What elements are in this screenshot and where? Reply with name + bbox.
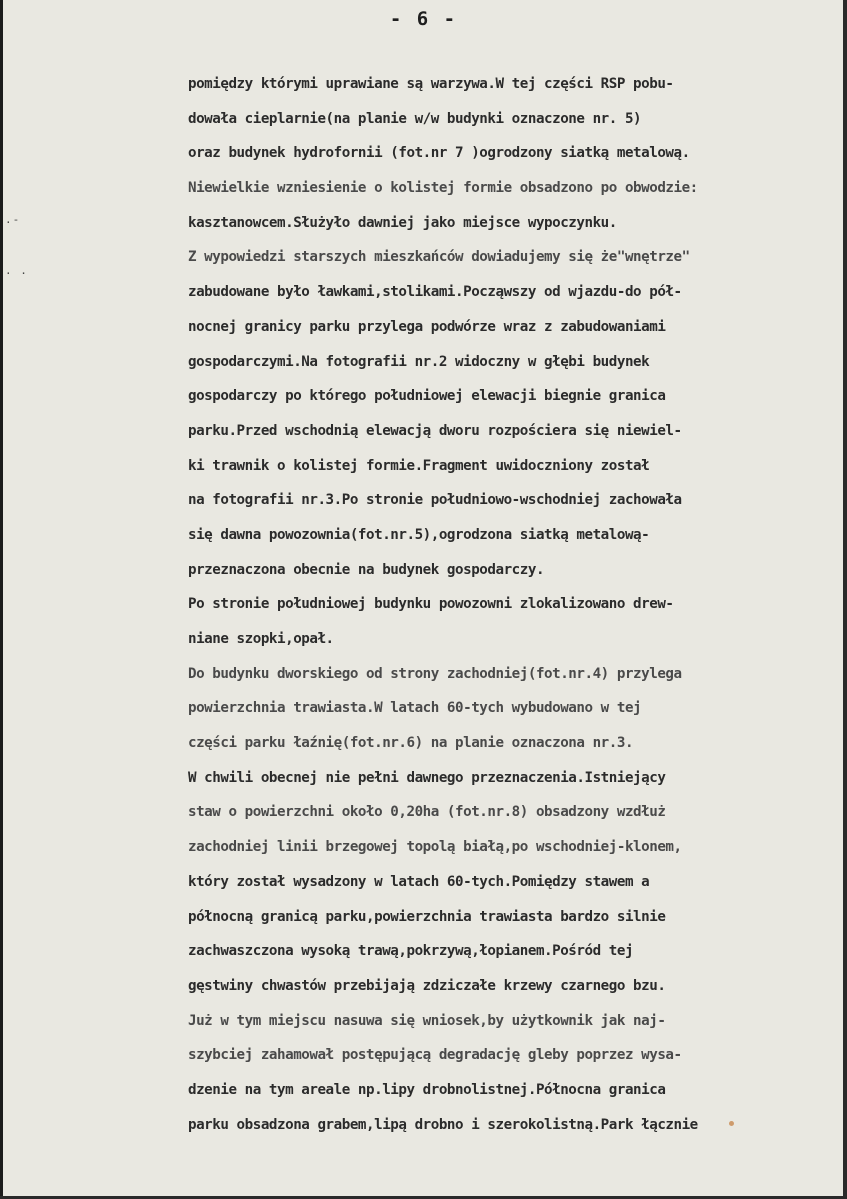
text-line: części parku łaźnię(fot.nr.6) na planie oznaczona nr.3. — [188, 735, 634, 752]
text-line: Niewielkie wzniesienie o kolistej formie obsadzono po obwodzie: — [188, 180, 698, 197]
text-line: się dawna powozownia(fot.nr.5),ogrodzona siatką metalową- — [188, 526, 650, 543]
text-line: Do budynku dworskiego od strony zachodniej(fot.nr.4) przylega — [188, 665, 682, 682]
text-line: dzenie na tym areale np.lipy drobnolistnej.Północna granica — [188, 1081, 666, 1098]
text-line: kasztanowcem.Służyło dawniej jako miejsce wypoczynku. — [188, 214, 617, 231]
text-line: parku.Przed wschodnią elewacją dworu rozpościera się niewiel- — [188, 422, 682, 439]
text-line: szybciej zahamował postępującą degradację gleby poprzez wysa- — [188, 1047, 682, 1064]
text-line: parku obsadzona grabem,lipą drobno i szerokolistną.Park łącznie — [188, 1116, 698, 1133]
text-line: ki trawnik o kolistej formie.Fragment uwidoczniony został — [188, 457, 650, 474]
page-right-edge — [843, 0, 847, 1199]
text-line: który został wysadzony w latach 60-tych.Pomiędzy stawem a — [188, 873, 650, 890]
page-left-edge — [0, 0, 3, 1199]
text-line: na fotografii nr.3.Po stronie południowo-wschodniej zachowała — [188, 492, 682, 509]
text-line: przeznaczona obecnie na budynek gospodarczy. — [188, 561, 545, 578]
text-line: Już w tym miejscu nasuwa się wniosek,by użytkownik jak naj- — [188, 1012, 666, 1029]
text-line: W chwili obecnej nie pełni dawnego przeznaczenia.Istniejący — [188, 769, 666, 786]
text-line: dowała cieplarnie(na planie w/w budynki oznaczone nr. 5) — [188, 110, 642, 127]
text-line: nocnej granicy parku przylega podwórze wraz z zabudowaniami — [188, 318, 666, 335]
text-line: Po stronie południowej budynku powozowni zlokalizowano drew- — [188, 596, 674, 613]
page-number: - 6 - — [389, 8, 458, 30]
text-line: północną granicą parku,powierzchnia trawiasta bardzo silnie — [188, 908, 666, 925]
typed-text-body — [188, 67, 843, 1142]
text-line: staw o powierzchni około 0,20ha (fot.nr.8) obsadzony wzdłuż — [188, 804, 666, 821]
paper-stain — [729, 1121, 734, 1126]
text-line: niane szopki,opał. — [188, 631, 334, 647]
text-line: zachodniej linii brzegowej topolą białą,po wschodniej-klonem, — [188, 839, 682, 856]
text-line: gospodarczy po którego południowej elewacji biegnie granica — [188, 388, 666, 405]
margin-mark: .- — [5, 213, 21, 226]
text-line: gęstwiny chwastów przebijają zdziczałe krzewy czarnego bzu. — [188, 977, 666, 994]
text-line: pomiędzy którymi uprawiane są warzywa.W tej części RSP pobu- — [188, 76, 674, 92]
text-line: powierzchnia trawiasta.W latach 60-tych wybudowano w tej — [188, 700, 642, 717]
text-line: Z wypowiedzi starszych mieszkańców dowiadujemy się że"wnętrze" — [188, 249, 690, 266]
text-line: zachwaszczona wysoką trawą,pokrzywą,łopianem.Pośród tej — [188, 943, 634, 960]
text-line: gospodarczymi.Na fotografii nr.2 widoczny w głębi budynek — [188, 353, 650, 370]
margin-mark: . . — [5, 264, 28, 277]
text-line: oraz budynek hydrofornii (fot.nr 7 )ogrodzony siatką metalową. — [188, 145, 690, 162]
text-line: zabudowane było ławkami,stolikami.Począwszy od wjazdu-do pół- — [188, 284, 682, 301]
